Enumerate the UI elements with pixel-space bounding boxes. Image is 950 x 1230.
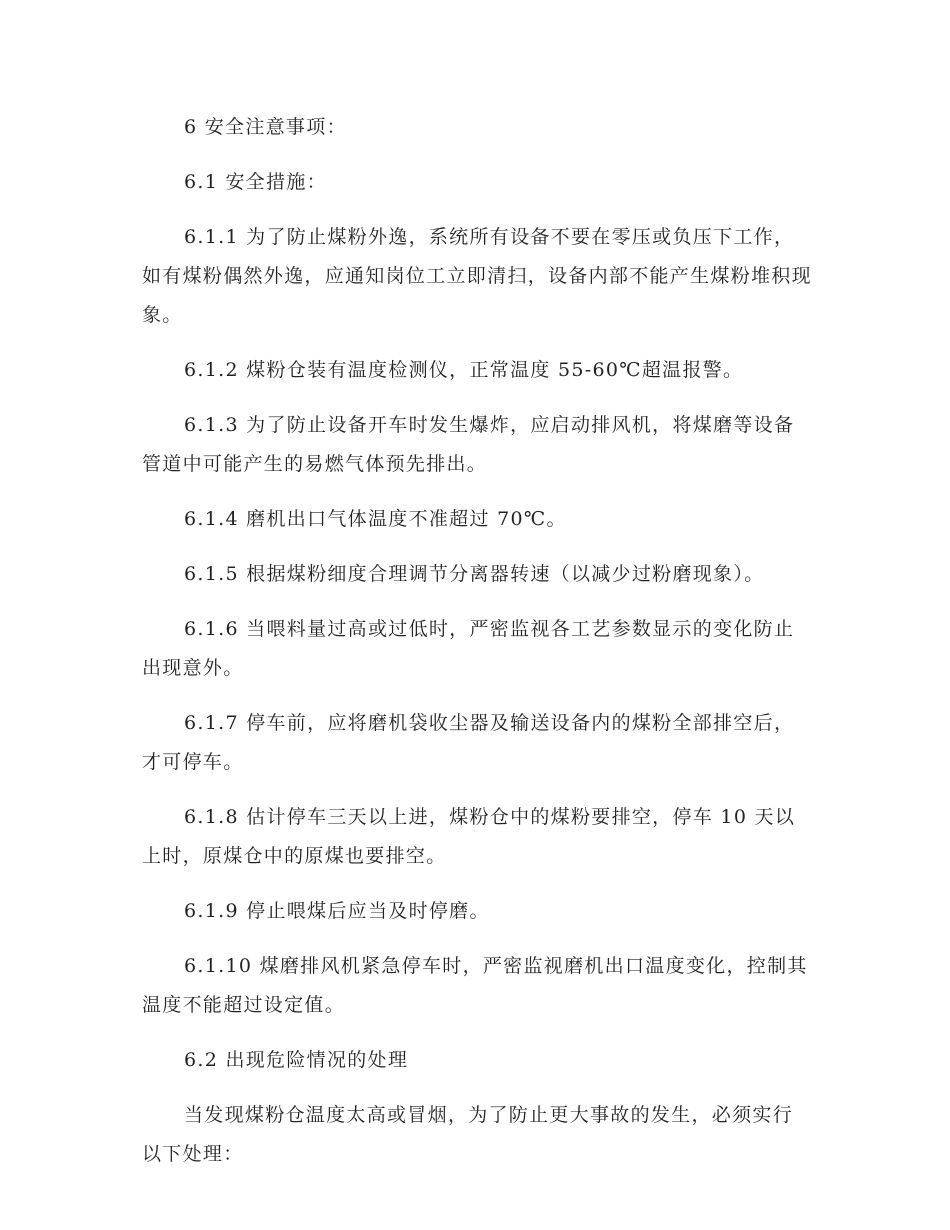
paragraph-6-1-3: 6.1.3 为了防止设备开车时发生爆炸，应启动排风机，将煤磨等设备管道中可能产生的易燃气体预先排出。 — [142, 414, 795, 475]
document-body — [142, 108, 812, 1190]
paragraph-6-1-10: 6.1.10 煤磨排风机紧急停车时，严密监视磨机出口温度变化，控制其温度不能超过设定值。 — [142, 955, 808, 1016]
paragraph-6-1-6: 6.1.6 当喂料量过高或过低时，严密监视各工艺参数显示的变化防止出现意外。 — [142, 618, 795, 679]
paragraph-6-2-intro: 当发现煤粉仓温度太高或冒烟，为了防止更大事故的发生，必须实行以下处理： — [142, 1104, 794, 1165]
paragraph-6-1-8: 6.1.8 估计停车三天以上进，煤粉仓中的煤粉要排空，停车 10 天以上时，原煤仓中的原煤也要排空。 — [142, 806, 796, 867]
subsection-heading-6-2: 6.2 出现危险情况的处理 — [184, 1049, 409, 1071]
paragraph-6-1-4: 6.1.4 磨机出口气体温度不准超过 70℃。 — [184, 508, 567, 530]
paragraph-6-1-7: 6.1.7 停车前，应将磨机袋收尘器及输送设备内的煤粉全部排空后，才可停车。 — [142, 712, 795, 773]
paragraph-6-1-2: 6.1.2 煤粉仓装有温度检测仪，正常温度 55-60℃超温报警。 — [184, 359, 744, 381]
subsection-heading: 6.1 安全措施： — [184, 171, 327, 193]
paragraph-6-1-1: 6.1.1 为了防止煤粉外逸，系统所有设备不要在零压或负压下工作，如有煤粉偶然外逸，应通知岗位工立即清扫，设备内部不能产生煤粉堆积现象。 — [142, 226, 812, 326]
section-heading: 6 安全注意事项： — [184, 116, 347, 138]
paragraph-6-1-9: 6.1.9 停止喂煤后应当及时停磨。 — [184, 900, 490, 922]
paragraph-6-1-5: 6.1.5 根据煤粉细度合理调节分离器转速（以减少过粉磨现象）。 — [184, 563, 765, 585]
